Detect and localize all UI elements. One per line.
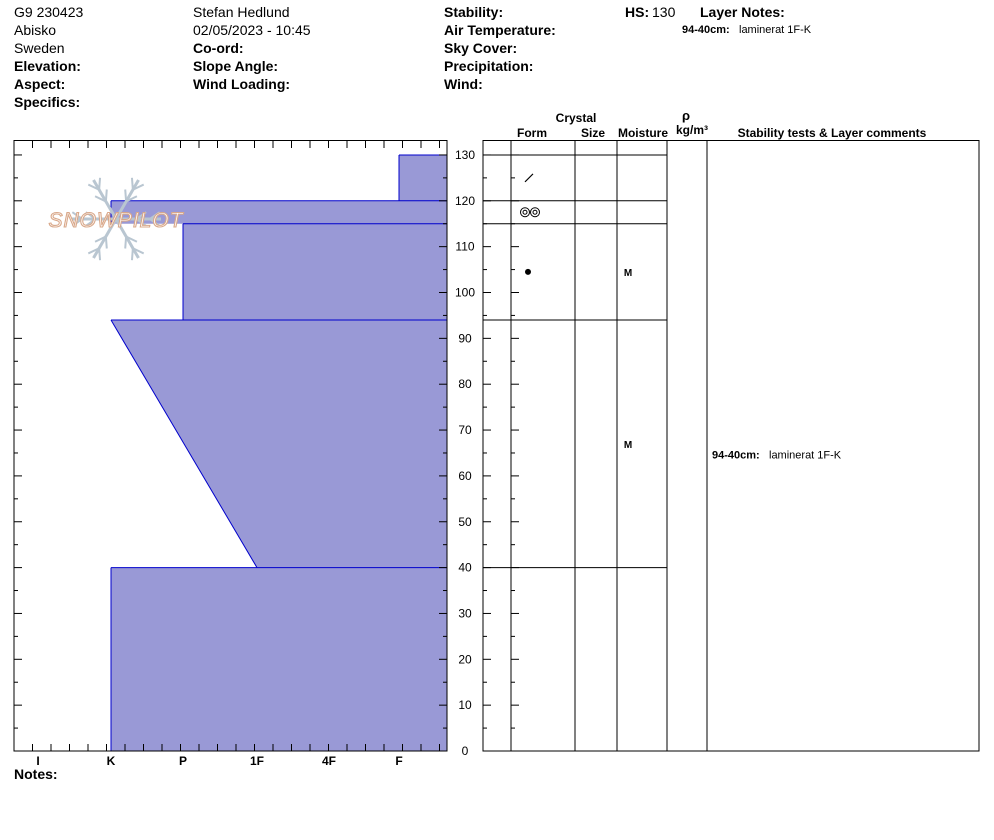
y-tick-label: 80 bbox=[458, 377, 472, 392]
hardness-label: F bbox=[395, 754, 403, 768]
rho-header: ρ bbox=[681, 108, 691, 123]
y-tick-label: 120 bbox=[454, 193, 476, 208]
observer-name: Stefan Hedlund bbox=[193, 4, 290, 20]
hardness-label: I bbox=[36, 754, 40, 768]
slope-angle-label: Slope Angle: bbox=[193, 58, 279, 74]
hardness-profile bbox=[111, 155, 447, 751]
stability-label: Stability: bbox=[444, 4, 504, 20]
size-header: Size bbox=[580, 126, 606, 140]
logo-text: SNOWPILOT bbox=[48, 209, 184, 232]
layer-notes-label: Layer Notes: bbox=[700, 4, 785, 20]
hardness-label: P bbox=[178, 754, 188, 768]
location: Abisko bbox=[14, 22, 57, 38]
site-id: G9 230423 bbox=[14, 4, 84, 20]
layer-comment-text: laminerat 1F-K bbox=[769, 449, 842, 462]
aspect-label: Aspect: bbox=[14, 76, 66, 92]
coord-label: Co-ord: bbox=[193, 40, 244, 56]
snowflake-branch bbox=[132, 178, 133, 190]
y-tick-label: 20 bbox=[458, 652, 472, 667]
y-tick-label: 40 bbox=[458, 560, 472, 575]
hardness-label: K bbox=[106, 754, 116, 768]
wind-label: Wind: bbox=[444, 76, 483, 92]
specifics-label: Specifics: bbox=[14, 94, 81, 110]
snowflake-branch bbox=[125, 237, 126, 249]
observation-datetime: 02/05/2023 - 10:45 bbox=[193, 22, 311, 38]
y-tick-label: 0 bbox=[461, 744, 469, 758]
layer-table bbox=[483, 108, 979, 751]
layer-note-range: 94-40cm: bbox=[682, 24, 730, 36]
snowflake-branch bbox=[99, 178, 100, 190]
hardness-layer-2 bbox=[183, 224, 447, 320]
y-tick-label: 30 bbox=[458, 606, 472, 621]
moisture-label: M bbox=[623, 267, 633, 279]
country: Sweden bbox=[14, 40, 65, 56]
hs-label: HS: bbox=[625, 4, 650, 20]
air-temperature-label: Air Temperature: bbox=[444, 22, 556, 38]
form-header: Form bbox=[517, 126, 547, 140]
elevation-label: Elevation: bbox=[14, 58, 81, 74]
y-tick-label: 60 bbox=[458, 468, 472, 483]
snowflake-branch bbox=[106, 237, 107, 249]
y-tick-label: 90 bbox=[458, 331, 472, 346]
hardness-label: 1F bbox=[249, 754, 265, 768]
snowpilot-logo bbox=[48, 178, 184, 260]
hs-value: 130 bbox=[652, 4, 676, 20]
y-tick-label: 10 bbox=[458, 698, 472, 713]
density-unit-header: kg/m³ bbox=[675, 123, 709, 137]
crystal-header: Crystal bbox=[555, 111, 597, 125]
table-frame bbox=[483, 141, 979, 752]
snowflake-branch bbox=[99, 248, 100, 260]
y-tick-label: 110 bbox=[455, 239, 475, 254]
snowflake-branch bbox=[132, 248, 133, 260]
grain-form-symbol bbox=[533, 210, 537, 214]
grain-form-symbol bbox=[531, 208, 540, 217]
wind-loading-label: Wind Loading: bbox=[193, 76, 291, 92]
grain-form-symbol bbox=[521, 208, 530, 217]
y-tick-label: 70 bbox=[458, 423, 472, 438]
snowflake-branch bbox=[106, 189, 107, 201]
moisture-header: Moisture bbox=[617, 126, 669, 140]
hardness-layer-4 bbox=[111, 568, 447, 751]
layer-comment-range: 94-40cm: bbox=[712, 449, 760, 462]
moisture-label: M bbox=[623, 439, 633, 451]
y-tick-label: 50 bbox=[458, 514, 472, 529]
grain-form-symbol bbox=[525, 269, 531, 275]
snowflake-branch bbox=[125, 189, 126, 201]
hardness-label: 4F bbox=[321, 754, 337, 768]
y-tick-label: 130 bbox=[454, 147, 476, 162]
sky-cover-label: Sky Cover: bbox=[444, 40, 518, 56]
grain-form-symbol bbox=[523, 210, 527, 214]
y-tick-label: 100 bbox=[454, 285, 476, 300]
layer-note-text: laminerat 1F-K bbox=[739, 24, 812, 36]
hardness-layer-0 bbox=[399, 155, 447, 201]
grain-form-symbol bbox=[525, 174, 533, 182]
hardness-layer-3 bbox=[111, 320, 447, 568]
stability-header: Stability tests & Layer comments bbox=[737, 126, 927, 140]
notes-label: Notes: bbox=[14, 766, 58, 782]
precipitation-label: Precipitation: bbox=[444, 58, 534, 74]
